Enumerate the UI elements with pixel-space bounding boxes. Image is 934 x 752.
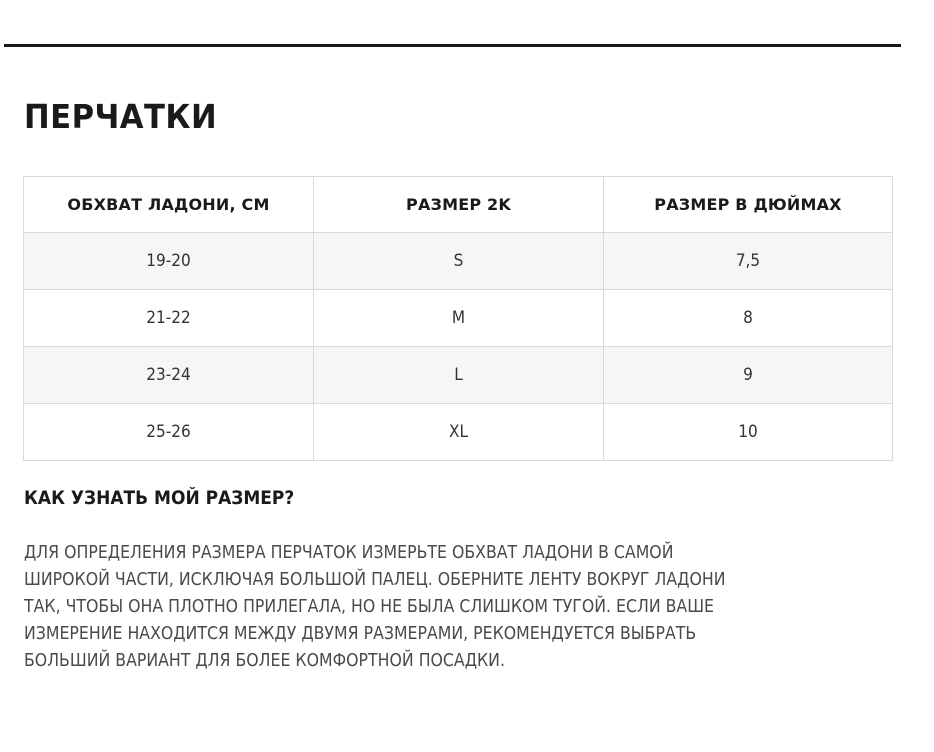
table-row	[24, 233, 893, 290]
cell-size-inches: 8	[604, 290, 893, 347]
cell-size-2k: M	[314, 290, 604, 347]
cell-size-2k: XL	[314, 404, 604, 461]
table-header-row	[24, 177, 893, 233]
header-palm-girth: ОБХВАТ ЛАДОНИ, СМ	[24, 177, 314, 233]
cell-size-inches: 10	[604, 404, 893, 461]
cell-size-inches: 7,5	[604, 233, 893, 290]
cell-size-2k: S	[314, 233, 604, 290]
top-divider	[4, 44, 901, 47]
how-to-line: ИЗМЕРЕНИЕ НАХОДИТСЯ МЕЖДУ ДВУМЯ РАЗМЕРАМИ, РЕКОМЕНДУЕТСЯ ВЫБРАТЬ	[24, 624, 697, 644]
header-size-inches: РАЗМЕР В ДЮЙМАХ	[604, 177, 893, 233]
how-to-line: ДЛЯ ОПРЕДЕЛЕНИЯ РАЗМЕРА ПЕРЧАТОК ИЗМЕРЬТЕ ОБХВАТ ЛАДОНИ В САМОЙ	[24, 543, 674, 563]
table-row	[24, 347, 893, 404]
cell-palm-girth: 23-24	[24, 347, 314, 404]
cell-palm-girth: 25-26	[24, 404, 314, 461]
cell-palm-girth: 21-22	[24, 290, 314, 347]
cell-size-inches: 9	[604, 347, 893, 404]
size-table	[23, 176, 893, 461]
how-to-line: ТАК, ЧТОБЫ ОНА ПЛОТНО ПРИЛЕГАЛА, НО НЕ БЫЛА СЛИШКОМ ТУГОЙ. ЕСЛИ ВАШЕ	[24, 597, 715, 617]
cell-palm-girth: 19-20	[24, 233, 314, 290]
table-row	[24, 404, 893, 461]
how-to-line: БОЛЬШИЙ ВАРИАНТ ДЛЯ БОЛЕЕ КОМФОРТНОЙ ПОСАДКИ.	[24, 651, 505, 671]
header-size-2k: РАЗМЕР 2K	[314, 177, 604, 233]
page-title: ПЕРЧАТКИ	[24, 97, 218, 136]
how-to-heading: КАК УЗНАТЬ МОЙ РАЗМЕР?	[24, 488, 295, 509]
how-to-line: ШИРОКОЙ ЧАСТИ, ИСКЛЮЧАЯ БОЛЬШОЙ ПАЛЕЦ. ОБЕРНИТЕ ЛЕНТУ ВОКРУГ ЛАДОНИ	[24, 570, 726, 590]
how-to-text	[24, 540, 852, 675]
cell-size-2k: L	[314, 347, 604, 404]
table-row	[24, 290, 893, 347]
